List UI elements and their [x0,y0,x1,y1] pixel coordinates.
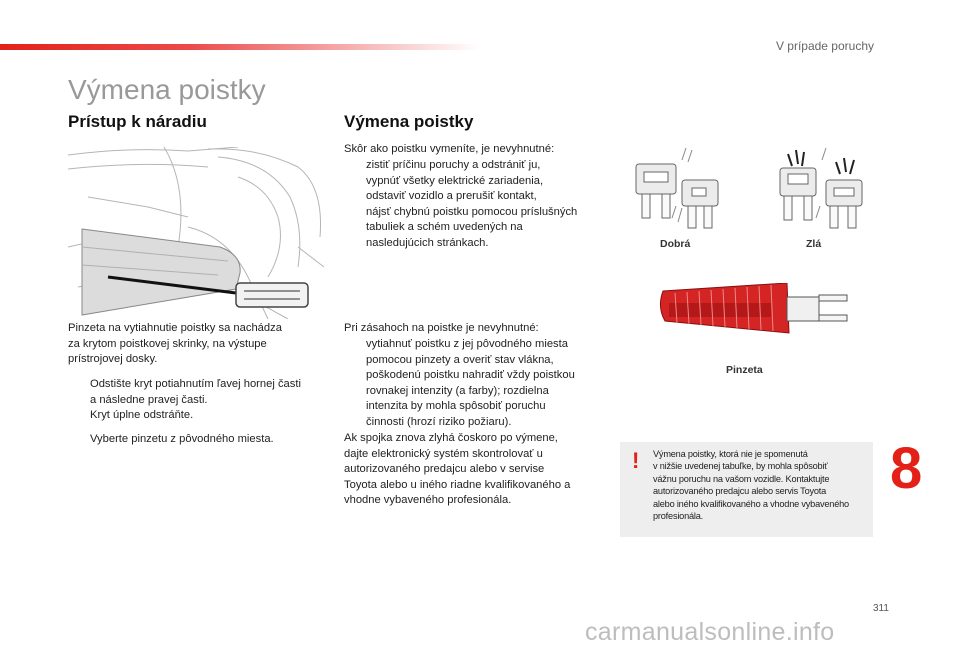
tweezers-icon [655,283,850,343]
middle-precheck-list [344,158,609,252]
left-heading: Prístup k náradiu [68,112,207,131]
list-item: poškodenú poistku nahradiť vždy poistkou rovnakej intenzity (a farby); rozdielna intenzita by mohla spôsobiť poruchu činnosti (hrozí riziko požiaru). [366,369,575,428]
left-paragraph: Pinzeta na vytiahnutie poistky sa nachádza za krytom poistkovej skrinky, na výstupe prístrojovej dosky. [68,322,282,366]
fuse-good-icon [630,146,730,236]
list-item: Vyberte pinzetu z pôvodného miesta. [90,433,274,445]
list-item: odstaviť vozidlo a prerušiť kontakt, [366,190,537,203]
list-item: Kryt úplne odstráňte. [90,409,194,422]
chapter-number: 8 [890,436,923,501]
warning-icon: ! [632,448,640,473]
header-accent-bar [0,44,480,50]
list-item: zistiť príčinu poruchy a odstrániť ju, [366,159,541,171]
list-item: Odstište kryt potiahnutím ľavej hornej časti a následne pravej časti. [90,378,301,406]
dashboard-illustration [68,147,324,319]
fuse-bad-icon [774,146,870,236]
left-steps-list [68,377,328,424]
bad-label: Zlá [806,238,822,250]
good-label: Dobrá [660,238,691,250]
middle-intro: Skôr ako poistku vymeníte, je nevyhnutné: [344,143,555,155]
middle-intro-2: Pri zásahoch na poistke je nevyhnutné: [344,322,539,334]
tweezers-label: Pinzeta [726,364,763,376]
warning-text: Výmena poistky, ktorá nie je spomenutá v nižšie uvedenej tabuľke, by mohla spôsobiť vážnu poruchu na vašom vozidle. Kontaktujte autorizovaného predajcu alebo servis Toyota alebo iného kvalifikovaného a vhodne vybaveného profesionála. [653,449,849,522]
list-item: nájsť chybnú poistku pomocou príslušných tabuliek a schém uvedených na nasledujúcich stránkach. [366,205,578,249]
middle-closing: Ak spojka znova zlyhá čoskoro po výmene, dajte elektronický systém skontrolovať u autorizovaného predajcu alebo v servise Toyota alebo u iného riadne kvalifikovaného a vhodne vybaveného profesionála. [344,432,571,507]
middle-heading: Výmena poistky [344,112,474,131]
page-title: Výmena poistky [68,74,266,105]
watermark: carmanualsonline.info [585,618,835,646]
page-number: 311 [873,603,889,614]
section-name: V prípade poruchy [775,39,874,53]
left-steps-list-2 [68,432,328,448]
warning-box [620,442,873,537]
middle-procedure-list [344,337,609,431]
list-item: vypnúť všetky elektrické zariadenia, [366,174,544,187]
list-item: vytiahnuť poistku z jej pôvodného miesta pomocou pinzety a overiť stav vlákna, [366,338,568,366]
